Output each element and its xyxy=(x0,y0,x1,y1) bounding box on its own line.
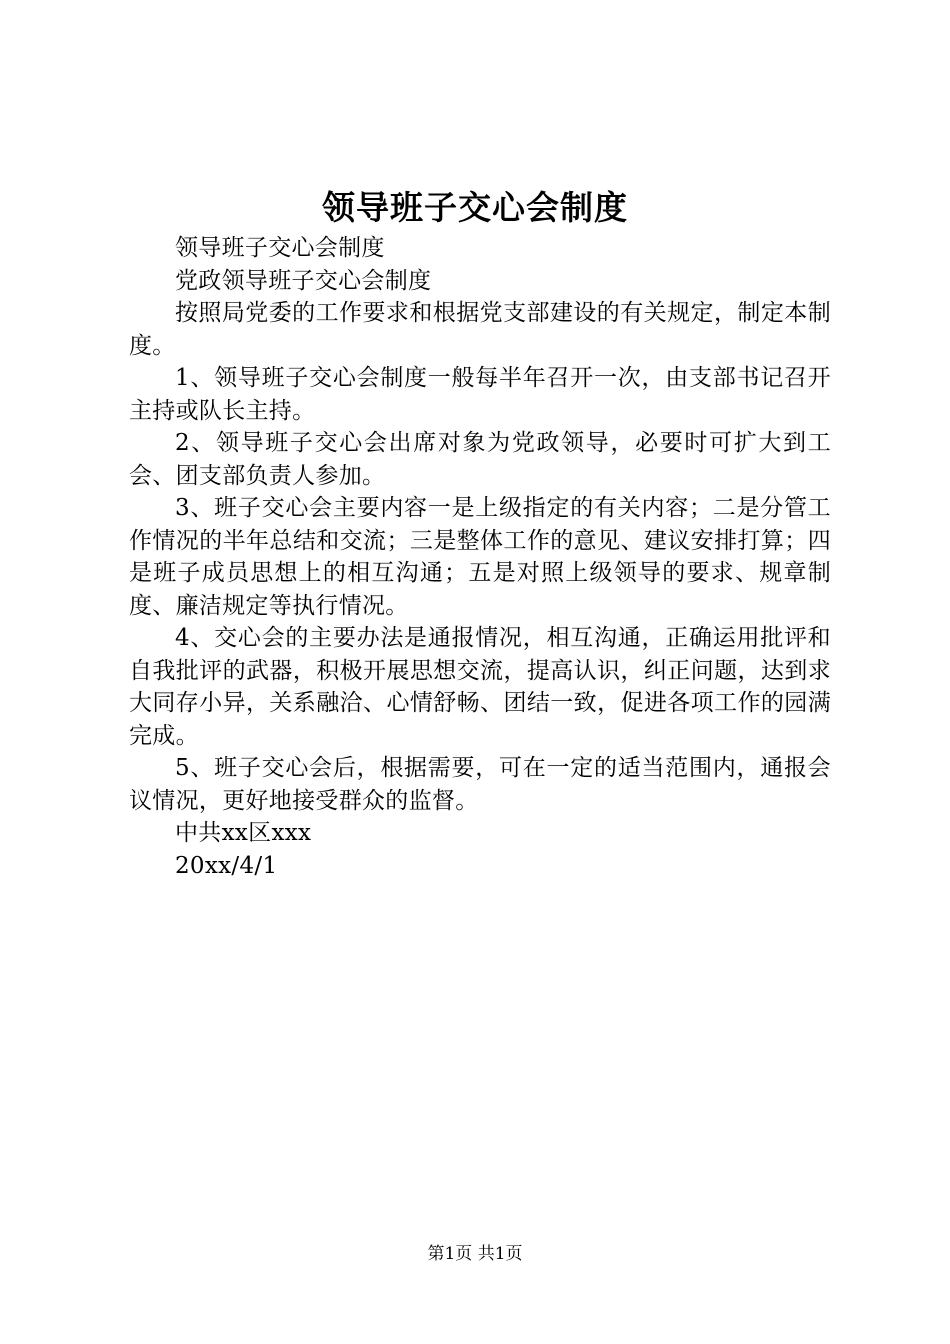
signature-organization: 中共xx区xxx xyxy=(175,820,312,846)
paragraph-item-2: 2、领导班子交心会出席对象为党政领导，必要时可扩大到工会、团支部负责人参加。 xyxy=(129,430,831,489)
signature-date: 20xx/4/1 xyxy=(175,852,278,879)
paragraph-heading-repeat: 领导班子交心会制度 xyxy=(175,235,385,261)
page-number-footer: 第1页 共1页 xyxy=(427,1244,523,1264)
paragraph-subtitle: 党政领导班子交心会制度 xyxy=(175,267,432,294)
paragraph-item-4: 4、交心会的主要办法是通报情况，相互沟通，正确运用批评和自我批评的武器，积极开展思想交流，提高认识，纠正问题，达到求大同存小异，关系融洽、心情舒畅、团结一致，促进各项工作的园满完成。 xyxy=(129,625,831,749)
paragraph-intro: 按照局党委的工作要求和根据党支部建设的有关规定，制定本制度。 xyxy=(129,300,831,359)
document-body xyxy=(129,232,831,882)
document-title: 领导班子交心会制度 xyxy=(322,188,628,227)
paragraph-item-1: 1、领导班子交心会制度一般每半年召开一次，由支部书记召开主持或队长主持。 xyxy=(129,365,831,424)
paragraph-item-3: 3、班子交心会主要内容一是上级指定的有关内容；二是分管工作情况的半年总结和交流；三是整体工作的意见、建议安排打算；四是班子成员思想上的相互沟通；五是对照上级领导的要求、规章制度、廉洁规定等执行情况。 xyxy=(129,495,831,619)
paragraph-item-5: 5、班子交心会后，根据需要，可在一定的适当范围内，通报会议情况，更好地接受群众的监督。 xyxy=(129,755,831,814)
